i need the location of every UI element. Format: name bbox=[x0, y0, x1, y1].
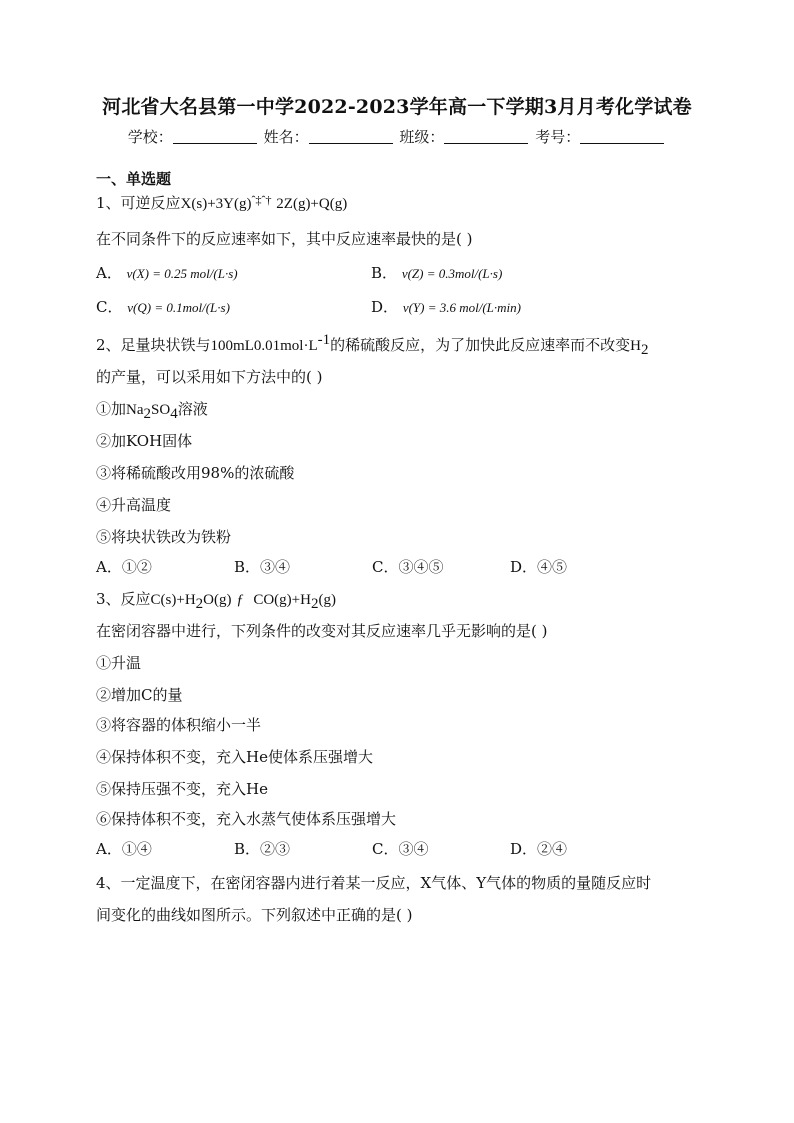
class-blank[interactable] bbox=[444, 129, 528, 144]
formula-subscript: 4 bbox=[170, 406, 178, 422]
option-letter: A． bbox=[96, 840, 122, 858]
q3-option-b[interactable] bbox=[234, 838, 290, 859]
section-heading: 一、单选题 bbox=[96, 170, 172, 188]
q2-item-1 bbox=[96, 398, 208, 423]
q2-question: 的产量，可以采用如下方法中的( ) bbox=[96, 368, 323, 386]
q3-item-6: ⑥保持体积不变，充入水蒸气使体系压强增大 bbox=[96, 810, 397, 828]
option-letter: D． bbox=[371, 298, 399, 316]
q1-prefix: 1、可逆反应 bbox=[96, 194, 181, 212]
option-letter: C． bbox=[372, 558, 399, 576]
q1-question: 在不同条件下的反应速率如下，其中反应速率最快的是( ) bbox=[96, 230, 473, 248]
q2-option-d[interactable] bbox=[510, 556, 567, 577]
q3-question: 在密闭容器中进行，下列条件的改变对其反应速率几乎无影响的是( ) bbox=[96, 622, 548, 640]
item-text: 溶液 bbox=[177, 400, 208, 418]
equation-part: O(g) bbox=[203, 592, 232, 608]
option-text: ③④ bbox=[398, 840, 429, 858]
q1-reactants: X(s)+3Y(g) bbox=[180, 196, 252, 212]
q2-option-a[interactable] bbox=[96, 556, 152, 577]
option-letter: B． bbox=[234, 840, 261, 858]
option-text: v(X) = 0.25 mol/(L·s) bbox=[126, 266, 238, 281]
item-text: ①加 bbox=[96, 400, 127, 418]
q1-option-c[interactable] bbox=[96, 296, 230, 317]
q3-item-3: ③将容器的体积缩小一半 bbox=[96, 716, 262, 734]
q3-item-2: ②增加C的量 bbox=[96, 686, 183, 704]
option-letter: C． bbox=[372, 840, 399, 858]
name-label: 姓名： bbox=[263, 128, 309, 146]
option-text: ②③ bbox=[260, 840, 291, 858]
q2-item-3: ③将稀硫酸改用98%的浓硫酸 bbox=[96, 464, 295, 482]
equilibrium-arrow: ƒ bbox=[236, 592, 244, 608]
q2-text-a: 2、足量块状铁与 bbox=[96, 336, 211, 354]
number-blank[interactable] bbox=[580, 129, 664, 144]
q1-arrow: ˆ‡ˆ† bbox=[251, 193, 272, 207]
q2-item-2: ②加KOH固体 bbox=[96, 432, 193, 450]
school-label: 学校： bbox=[127, 128, 173, 146]
q1-option-d[interactable] bbox=[371, 296, 521, 317]
q3-option-d[interactable] bbox=[510, 838, 567, 859]
q2-text-c: 的稀硫酸反应，为了加快此反应速率而不改变 bbox=[330, 336, 631, 354]
equation-part: (g) bbox=[318, 592, 336, 608]
formula-part: SO bbox=[151, 402, 171, 418]
page-title: 河北省大名县第一中学2022-2023学年高一下学期3月月考化学试卷 bbox=[102, 96, 692, 118]
formula-subscript: 2 bbox=[143, 406, 152, 422]
q2-concentration: 100mL0.01mol·L bbox=[210, 338, 318, 354]
q3-item-4: ④保持体积不变，充入He使体系压强增大 bbox=[96, 748, 373, 766]
option-text: v(Y) = 3.6 mol/(L·min) bbox=[402, 300, 521, 315]
q2-item-4: ④升高温度 bbox=[96, 496, 172, 514]
q2-item-5: ⑤将块状铁改为铁粉 bbox=[96, 528, 232, 546]
q1-stem bbox=[96, 192, 347, 213]
q1-products: 2Z(g)+Q(g) bbox=[276, 196, 348, 212]
option-text: v(Q) = 0.1mol/(L·s) bbox=[127, 300, 230, 315]
q3-option-a[interactable] bbox=[96, 838, 152, 859]
option-text: ②④ bbox=[537, 840, 568, 858]
q2-option-b[interactable] bbox=[234, 556, 290, 577]
q3-option-c[interactable] bbox=[372, 838, 429, 859]
option-letter: A． bbox=[96, 558, 122, 576]
number-label: 考号： bbox=[535, 128, 581, 146]
q3-item-5: ⑤保持压强不变，充入He bbox=[96, 780, 268, 798]
q1-option-b[interactable] bbox=[371, 262, 502, 283]
equation-part: CO(g)+H bbox=[253, 592, 311, 608]
option-letter: B． bbox=[371, 264, 398, 282]
q2-subscript: 2 bbox=[640, 342, 649, 358]
option-text: ③④⑤ bbox=[398, 558, 444, 576]
option-text: ③④ bbox=[260, 558, 291, 576]
q2-superscript: -1 bbox=[317, 332, 331, 348]
school-blank[interactable] bbox=[173, 129, 257, 144]
equation-subscript: 2 bbox=[310, 596, 319, 612]
equation-part: C(s)+H bbox=[150, 592, 196, 608]
q2-stem bbox=[96, 332, 648, 359]
option-text: ①② bbox=[121, 558, 152, 576]
option-text: ④⑤ bbox=[537, 558, 568, 576]
name-blank[interactable] bbox=[309, 129, 393, 144]
q2-option-c[interactable] bbox=[372, 556, 444, 577]
q3-item-1: ①升温 bbox=[96, 654, 142, 672]
q3-prefix: 3、反应 bbox=[96, 590, 151, 608]
option-letter: B． bbox=[234, 558, 261, 576]
option-letter: D． bbox=[510, 840, 538, 858]
q3-stem bbox=[96, 588, 336, 613]
option-text: ①④ bbox=[121, 840, 152, 858]
q4-stem-line1: 4、一定温度下，在密闭容器内进行着某一反应，X气体、Y气体的物质的量随反应时 bbox=[96, 874, 652, 892]
q2-h2: H bbox=[630, 338, 641, 354]
q1-option-a[interactable] bbox=[96, 262, 238, 283]
student-info-line bbox=[0, 126, 794, 147]
q4-stem-line2: 间变化的曲线如图所示。下列叙述中正确的是( ) bbox=[96, 906, 413, 924]
formula-part: Na bbox=[126, 402, 144, 418]
option-text: v(Z) = 0.3mol/(L·s) bbox=[401, 266, 503, 281]
option-letter: C． bbox=[96, 298, 123, 316]
option-letter: D． bbox=[510, 558, 538, 576]
class-label: 班级： bbox=[399, 128, 445, 146]
equation-subscript: 2 bbox=[195, 596, 204, 612]
option-letter: A． bbox=[96, 264, 122, 282]
